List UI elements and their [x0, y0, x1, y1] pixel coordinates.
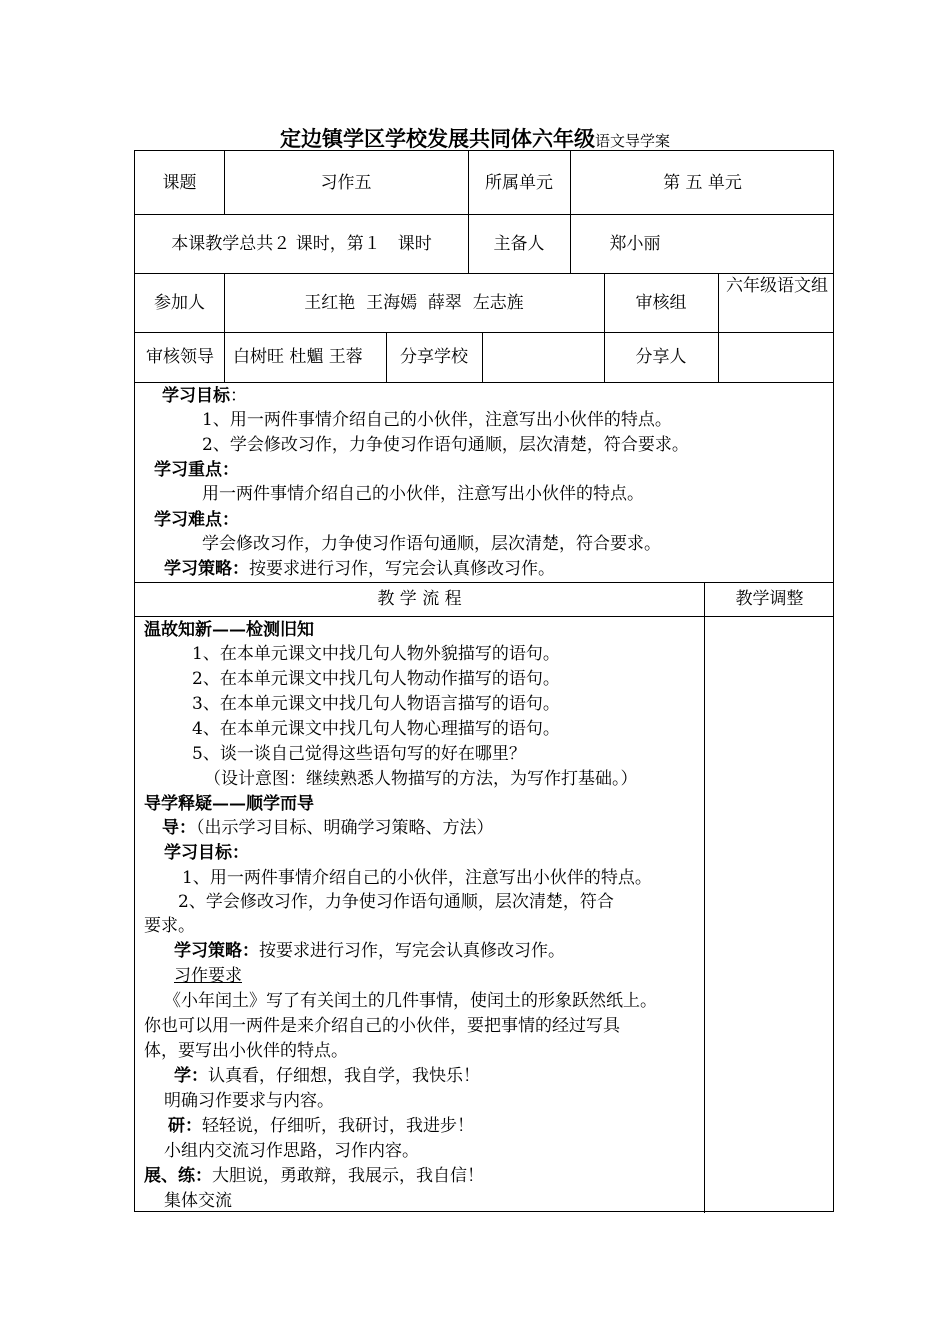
flow-goal-1: 1、用一两件事情介绍自己的小伙伴，注意写出小伙伴的特点。 [182, 868, 652, 888]
review-group-label: 审核组 [635, 292, 687, 313]
writing-requirements-line: 《小年闰土》写了有关闰土的几件事情，使闰土的形象跃然纸上。 [164, 991, 657, 1011]
review-item: 3、在本单元课文中找几句人物语言描写的语句。 [192, 694, 560, 714]
study-label: 研： [168, 1116, 202, 1136]
guide-label: 导： [162, 818, 196, 838]
review-item: 1、在本单元课文中找几句人物外貌描写的语句。 [192, 644, 560, 664]
learn-detail: 明确习作要求与内容。 [164, 1091, 334, 1111]
title-suffix: 语文导学案 [594, 132, 670, 150]
flow-goal-label: 学习目标： [164, 843, 249, 863]
review-leader-value: 白树旺 杜䰨 王蓉 [233, 347, 363, 367]
lesson-plan-table [134, 150, 834, 1212]
share-school-label: 分享学校 [400, 347, 468, 367]
study-line [168, 1114, 474, 1138]
objectives-goal-1: 1、用一两件事情介绍自己的小伙伴，注意写出小伙伴的特点。 [202, 410, 672, 430]
col-divider [704, 582, 705, 1213]
study-detail: 小组内交流习作思路，习作内容。 [164, 1141, 419, 1161]
review-item: 5、谈一谈自己觉得这些语句写的好在哪里？ [192, 744, 526, 764]
objectives-goal-label: 学习目标 [162, 386, 230, 406]
review-item: 4、在本单元课文中找几句人物心理描写的语句。 [192, 719, 560, 739]
objectives-goal-heading [162, 384, 247, 408]
flow-goal-2a: 2、学会修改习作，力争使习作语句通顺，层次清楚，符合 [178, 892, 614, 912]
show-detail: 集体交流 [164, 1191, 232, 1211]
learn-label: 学： [174, 1066, 208, 1086]
preparer-value: 郑小丽 [609, 233, 661, 254]
writing-requirements-line: 体，要写出小伙伴的特点。 [144, 1041, 348, 1061]
share-school-value [482, 332, 604, 382]
learn-line [174, 1064, 480, 1088]
title-main: 定边镇学区学校发展共同体六年级 [279, 127, 595, 151]
show-line [144, 1164, 484, 1188]
class-hours: 本课教学总共２ 课时，第１ 课时 [171, 233, 432, 254]
participants-label: 参加人 [154, 292, 205, 313]
guide-section-title: 导学释疑——顺学而导 [144, 794, 314, 814]
row-divider [135, 616, 833, 617]
teaching-flow-header: 教 学 流 程 [377, 589, 462, 609]
learn-text: 认真看，仔细想，我自学，我快乐！ [208, 1066, 480, 1086]
show-text: 大胆说，勇敢辩，我展示，我自信！ [212, 1166, 484, 1186]
objectives-difficulty-text: 学会修改习作，力争使习作语句通顺，层次清楚，符合要求。 [202, 534, 661, 554]
objectives-strategy-label: 学习策略： [164, 559, 249, 579]
subject-value: 习作五 [320, 172, 372, 193]
sharer-label: 分享人 [635, 347, 687, 367]
writing-requirements-line: 你也可以用一两件是来介绍自己的小伙伴，要把事情的经过写具 [144, 1016, 620, 1036]
objectives-goal-colon: ： [230, 386, 247, 406]
writing-requirements-title: 习作要求 [174, 966, 242, 986]
row-divider [135, 382, 833, 383]
review-item: 2、在本单元课文中找几句人物动作描写的语句。 [192, 669, 560, 689]
review-group-value: 六年级语文组 [726, 276, 828, 296]
col-divider [224, 332, 225, 382]
objectives-strategy [164, 557, 555, 581]
subject-label: 课题 [162, 172, 197, 193]
review-leader-label: 审核领导 [146, 347, 214, 367]
objectives-difficulty-label: 学习难点： [154, 510, 239, 530]
objectives-key-label: 学习重点： [154, 460, 239, 480]
review-section-title: 温故知新——检测旧知 [144, 620, 314, 640]
col-divider [718, 273, 719, 332]
teaching-adjustment-header: 教学调整 [735, 589, 804, 609]
show-label: 展、练： [144, 1166, 212, 1186]
flow-strategy-text: 按要求进行习作，写完会认真修改习作。 [259, 941, 565, 961]
guide-text: （出示学习目标、明确学习策略、方法） [196, 818, 494, 838]
design-intent: （设计意图：继续熟悉人物描写的方法，为写作打基础。） [204, 769, 638, 789]
study-text: 轻轻说，仔细听，我研讨，我进步！ [202, 1116, 474, 1136]
participants-value: 王红艳 王海嫣 薛翠 左志旌 [304, 292, 524, 313]
objectives-strategy-text: 按要求进行习作，写完会认真修改习作。 [249, 559, 555, 579]
flow-strategy-label: 学习策略： [174, 941, 259, 961]
guide-line [162, 816, 494, 840]
unit-label: 所属单元 [485, 172, 553, 193]
flow-goal-2b: 要求。 [144, 916, 195, 936]
objectives-key-text: 用一两件事情介绍自己的小伙伴，注意写出小伙伴的特点。 [202, 484, 644, 504]
unit-value: 第 五 单元 [663, 172, 742, 193]
flow-strategy [174, 939, 565, 963]
objectives-goal-2: 2、学会修改习作，力争使习作语句通顺，层次清楚，符合要求。 [202, 435, 689, 455]
sharer-value [718, 332, 835, 382]
preparer-label: 主备人 [493, 233, 545, 254]
